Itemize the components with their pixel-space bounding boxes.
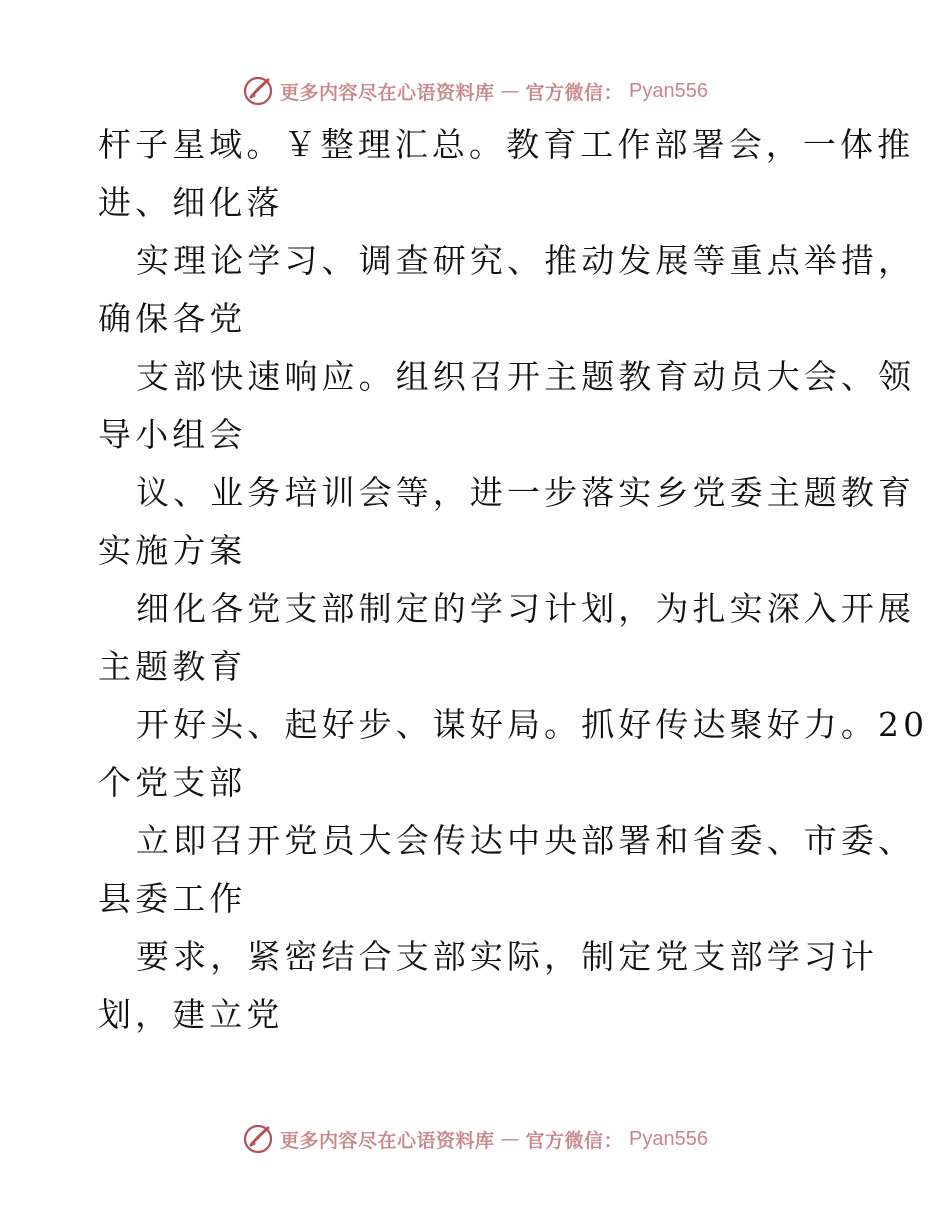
footer-watermark <box>0 1122 950 1156</box>
text-line: 导小组会 <box>98 415 247 454</box>
watermark-text: 更多内容尽在心语资料库 <box>280 81 495 104</box>
text-line: 确保各党 <box>98 299 247 338</box>
text-line: 进、细化落 <box>98 183 284 222</box>
watermark-account: Pyan556 <box>629 79 708 102</box>
text-line: 实施方案 <box>98 531 247 570</box>
text-line: 立即召开党员大会传达中央部署和省委、市委、 <box>136 821 916 860</box>
watermark-dash: — <box>500 1128 520 1150</box>
watermark-dash: — <box>500 80 520 102</box>
text-line: 杆子星域。￥整理汇总。教育工作部署会，一体推 <box>98 125 915 164</box>
brush-logo-icon <box>242 75 274 107</box>
text-line: 要求，紧密结合支部实际，制定党支部学习计 <box>136 937 878 976</box>
text-line: 支部快速响应。组织召开主题教育动员大会、领 <box>136 357 916 396</box>
text-line: 县委工作 <box>98 879 247 918</box>
text-line: 划，建立党 <box>98 995 284 1034</box>
watermark-text: 更多内容尽在心语资料库 <box>280 1129 495 1152</box>
watermark-account-label: 官方微信： <box>525 1129 624 1152</box>
watermark-account: Pyan556 <box>629 1127 708 1150</box>
text-line: 议、业务培训会等，进一步落实乡党委主题教育 <box>136 473 916 512</box>
text-line: 主题教育 <box>98 647 247 686</box>
header-watermark <box>0 74 950 108</box>
text-line: 实理论学习、调查研究、推动发展等重点举措， <box>136 241 916 280</box>
text-line: 细化各党支部制定的学习计划，为扎实深入开展 <box>136 589 916 628</box>
brush-logo-icon <box>242 1123 274 1155</box>
watermark-account-label: 官方微信： <box>525 81 624 104</box>
text-line: 个党支部 <box>98 763 247 802</box>
text-line: 开好头、起好步、谋好局。抓好传达聚好力。20 <box>136 705 929 744</box>
